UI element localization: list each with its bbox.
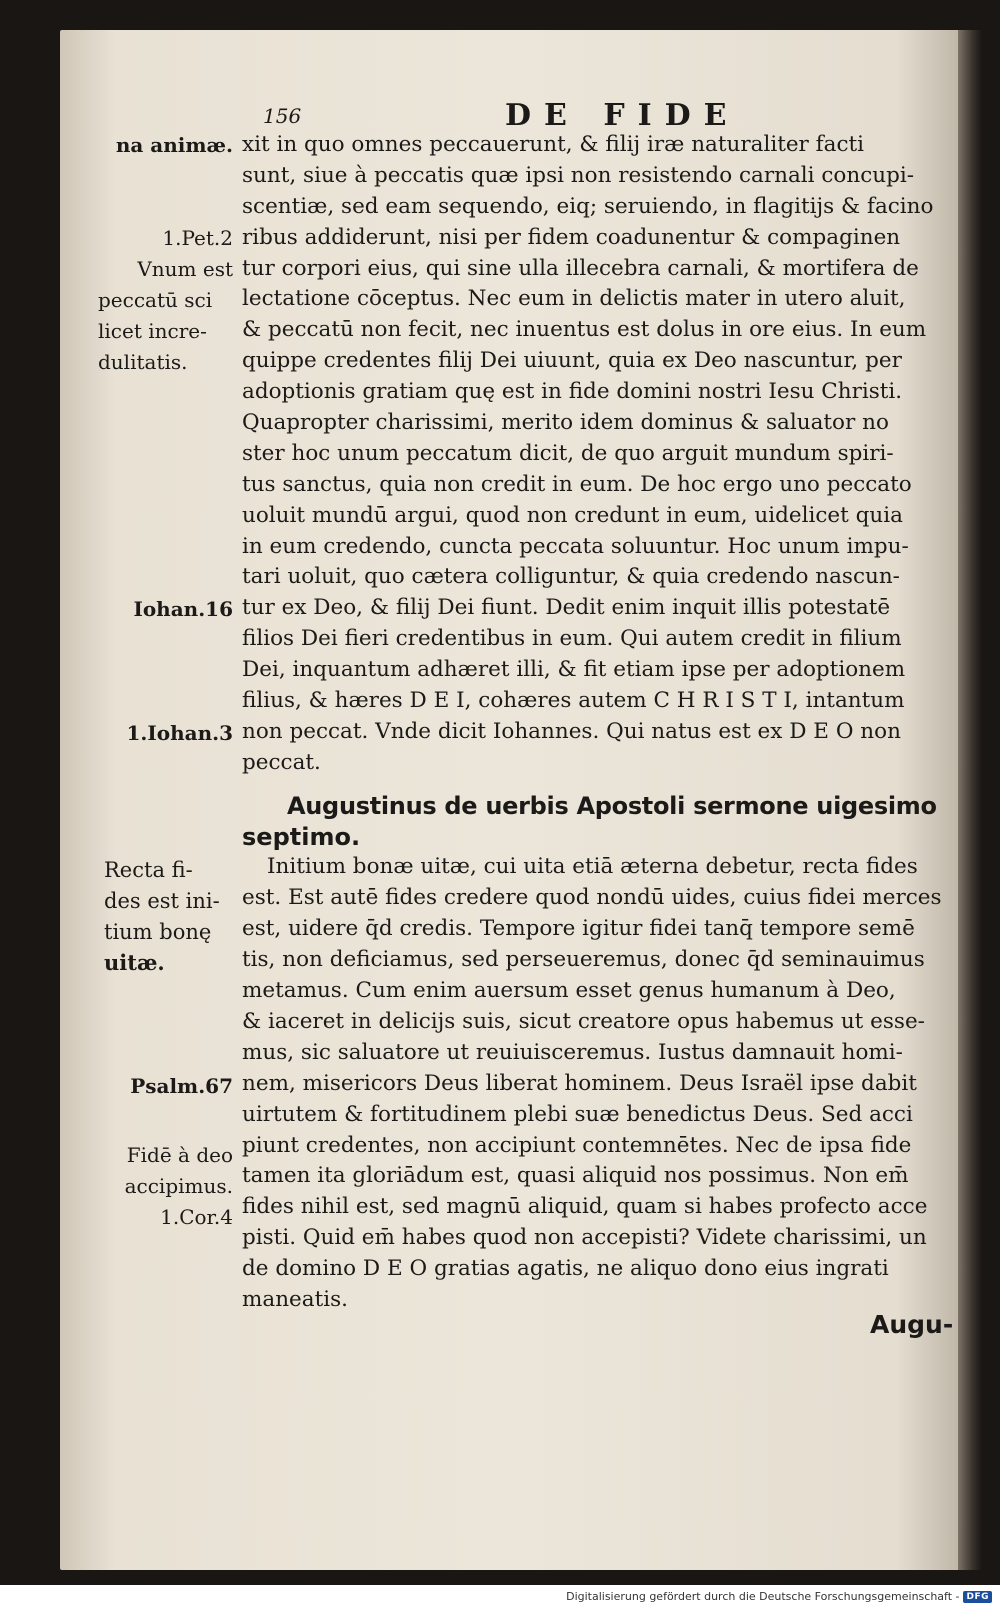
section-heading-line-2: septimo. [242, 822, 361, 851]
text-line: lectatione cōceptus. Nec eum in delictis mater in utero aluit, [242, 286, 906, 312]
text-line: filios Dei fieri credentibus in eum. Qui autem credit in filium [242, 626, 902, 652]
text-line: uirtutem & fortitudinem plebi suæ benedictus Deus. Sed acci [242, 1101, 913, 1127]
text-line: tamen ita gloriādum est, quasi aliquid nos possimus. Non em̄ [242, 1163, 909, 1189]
margin-note-6: Recta fi- des est ini- tium bonę uitæ. [104, 858, 220, 975]
margin-note-9: 1.Cor.4 [160, 1205, 233, 1229]
text-line: Quapropter charissimi, merito idem dominus & saluator no [242, 410, 889, 436]
text-line: & peccatū non fecit, nec inuentus est dolus in ore eius. In eum [242, 317, 927, 343]
text-line: fides nihil est, sed magnū aliquid, quam si habes profecto acce [242, 1194, 928, 1220]
text-line: tur corpori eius, qui sine ulla illecebra carnali, & mortifera de [242, 255, 919, 281]
main-text [242, 130, 977, 1316]
digitization-footer [566, 1590, 992, 1603]
margin-note-5: 1.Iohan.3 [126, 721, 233, 745]
text-line: xit in quo omnes peccauerunt, & filij iræ naturaliter facti [242, 132, 864, 157]
margin-note-7: Psalm.67 [130, 1074, 233, 1098]
text-part-1 [242, 130, 977, 779]
text-line: tur ex Deo, & filij Dei fiunt. Dedit enim inquit illis potestatē [242, 595, 891, 621]
margin-note-8: Fidē à deo accipimus. [124, 1143, 233, 1198]
text-line: sunt, siue à peccatis quæ ipsi non resistendo carnali concupi- [242, 162, 914, 188]
page-number: 156 [263, 104, 302, 128]
text-line: maneatis. [242, 1286, 348, 1312]
page-heading: DE FIDE [505, 98, 740, 133]
margin-note-4: Iohan.16 [133, 597, 233, 621]
text-line: tis, non deficiamus, sed perseueremus, donec q̄d seminauimus [242, 947, 925, 973]
text-line: tari uoluit, quo cætera colliguntur, & quia credendo nascun- [242, 564, 900, 590]
text-line: est. Est autē fides credere quod nondū uides, cuius fidei merces [242, 885, 942, 911]
text-line: & iaceret in delicijs suis, sicut creatore opus habemus ut esse- [242, 1008, 925, 1034]
text-line: non peccat. Vnde dicit Iohannes. Qui natus est ex D E O non [242, 718, 901, 744]
text-line: pisti. Quid em̄ habes quod non accepisti? Videte charissimi, un [242, 1225, 927, 1251]
margin-note-3: Vnum est peccatū sci licet incre- dulitatis. [98, 257, 233, 374]
margin-note-1: na animæ. [115, 133, 233, 157]
section-heading-line-1: Augustinus de uerbis Apostoli sermone uigesimo [287, 791, 937, 820]
text-line: adoptionis gratiam quę est in fide domini nostri Iesu Christi. [242, 379, 903, 405]
text-line: de domino D E O gratias agatis, ne aliquo dono eius ingrati [242, 1256, 889, 1282]
text-line: quippe credentes filij Dei uiuunt, quia ex Deo nascuntur, per [242, 348, 902, 374]
text-line: nem, misericors Deus liberat hominem. Deus Israël ipse dabit [242, 1070, 917, 1096]
text-part-2 [242, 852, 977, 1315]
catchword: Augu- [870, 1310, 954, 1339]
text-line: piunt credentes, non accipiunt contemnētes. Nec de ipsa fide [242, 1132, 912, 1158]
text-line: scentiæ, sed eam sequendo, eiq; seruiendo, in flagitijs & facino [242, 193, 934, 219]
text-line: ster hoc unum peccatum dicit, de quo arguit mundum spiri- [242, 440, 894, 466]
text-line: est, uidere q̄d credis. Tempore igitur fidei tanq̄ tempore semē [242, 916, 915, 942]
text-line: filius, & hæres D E I, cohæres autem C H R I S T I, intantum [242, 688, 905, 714]
text-line: mus, sic saluatore ut reuiuisceremus. Iustus damnauit homi- [242, 1039, 903, 1065]
text-line: Initium bonæ uitæ, cui uita etiā æterna debetur, recta fides [267, 854, 918, 880]
footer-text: Digitalisierung gefördert durch die Deutsche Forschungsgemeinschaft - [566, 1590, 960, 1603]
text-line: uoluit mundū argui, quod non credunt in eum, uidelicet quia [242, 502, 903, 528]
text-line: peccat. [242, 749, 321, 775]
text-line: tus sanctus, quia non credit in eum. De hoc ergo uno peccato [242, 471, 912, 497]
text-line: Dei, inquantum adhæret illi, & fit etiam ipse per adoptionem [242, 657, 906, 683]
text-line: in eum credendo, cuncta peccata soluuntur. Hoc unum impu- [242, 533, 909, 559]
text-line: metamus. Cum enim auersum esset genus humanum à Deo, [242, 978, 896, 1004]
dfg-logo-icon: DFG [963, 1591, 992, 1603]
margin-note-2: 1.Pet.2 [162, 226, 233, 250]
text-line: ribus addiderunt, nisi per fidem coadunentur & compaginen [242, 224, 901, 250]
